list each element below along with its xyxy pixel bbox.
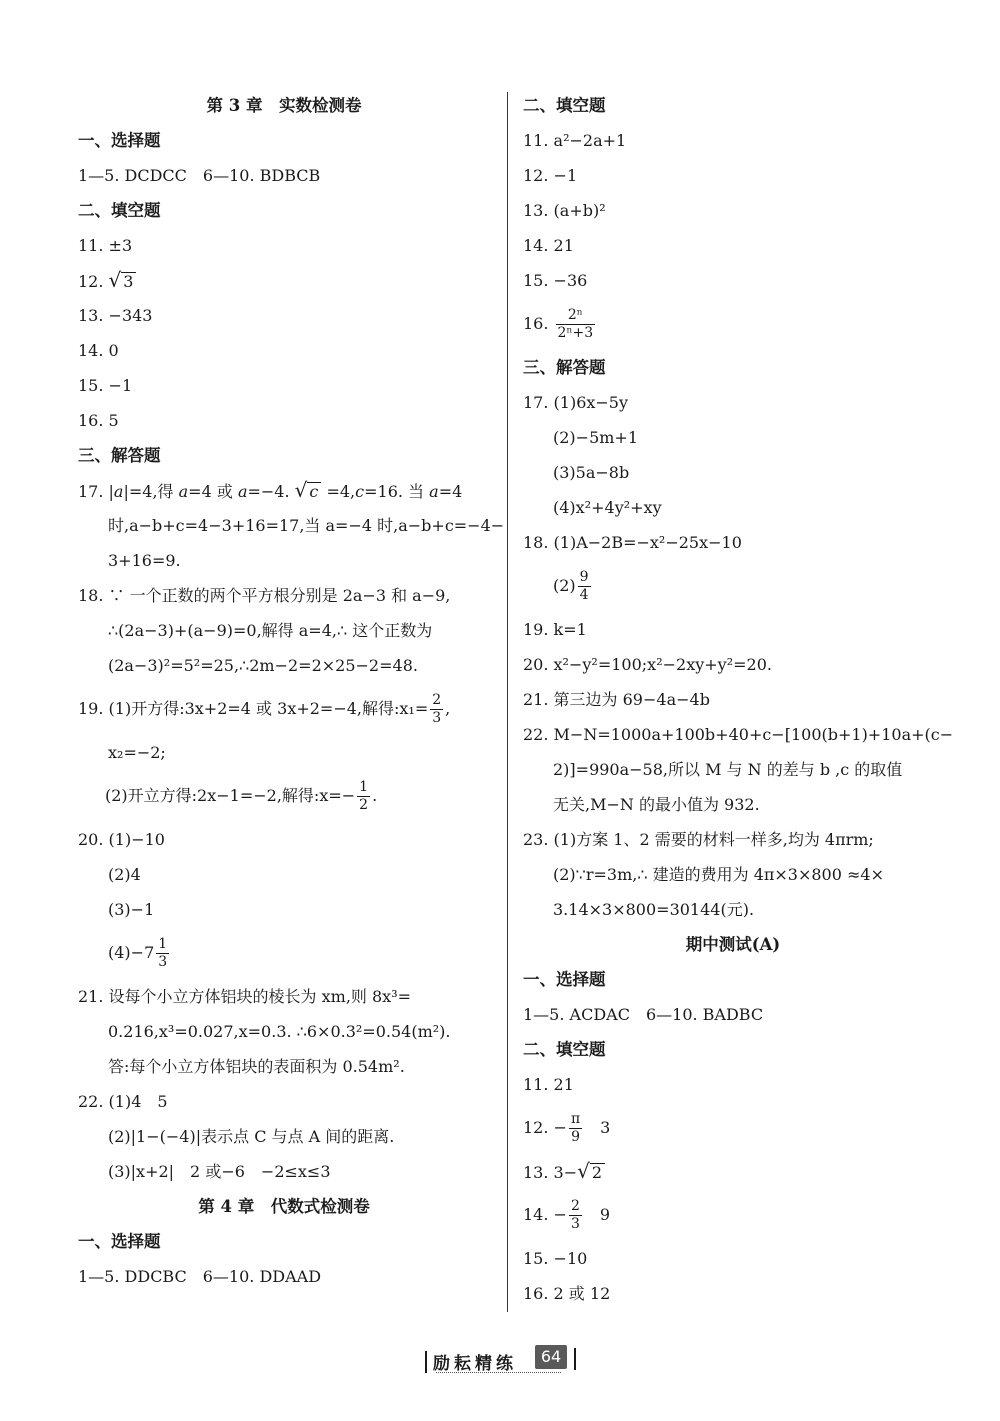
answer-20-1: 20. (1)−10 bbox=[78, 830, 165, 849]
answer-r22-line1: 22. M−N=1000a+100b+40+c−[100(b+1)+10a+(c− bbox=[523, 725, 954, 744]
sqrt-symbol: √ bbox=[108, 268, 122, 292]
answer-20-2: (2)4 bbox=[108, 865, 141, 884]
answer-r12: 12. −1 bbox=[523, 166, 578, 185]
answer-17-line2: 时,a−b+c=4−3+16=17,当 a=−4 时,a−b+c=−4− bbox=[108, 516, 505, 535]
midterm-title: 期中测试(A) bbox=[685, 935, 781, 954]
answer-21-line3: 答:每个小立方体铝块的表面积为 0.54m². bbox=[108, 1057, 405, 1076]
answer-r21: 21. 第三边为 69−4a−4b bbox=[523, 690, 710, 709]
answer-r20: 20. x²−y²=100;x²−2xy+y²=20. bbox=[523, 655, 772, 674]
section-fill-blank-mid: 二、填空题 bbox=[523, 1040, 606, 1059]
answer-m12: 12. − $\frac{\pi}{9}$ 3 bbox=[523, 1111, 611, 1145]
answer-m11: 11. 21 bbox=[523, 1075, 574, 1094]
answer-m16: 16. 2 或 12 bbox=[523, 1284, 611, 1303]
answer-r15: 15. −36 bbox=[523, 271, 588, 290]
answer-r19: 19. k=1 bbox=[523, 620, 587, 639]
answer-22-1: 22. (1)4 5 bbox=[78, 1092, 168, 1111]
sqrt-symbol: √ bbox=[294, 478, 308, 502]
fraction: $\frac{2}{3}$ bbox=[570, 1198, 580, 1232]
section-solutions-ch4: 三、解答题 bbox=[523, 358, 606, 377]
answer-mc-mid: 1—5. ACDAC 6—10. BADBC bbox=[523, 1005, 764, 1024]
answer-22-3: (3)|x+2| 2 或−6 −2≤x≤3 bbox=[108, 1162, 331, 1181]
footer-bar bbox=[574, 1348, 576, 1370]
answer-21-line1: 21. 设每个小立方体铝块的棱长为 xm,则 8x³= bbox=[78, 987, 412, 1006]
section-multiple-choice-mid: 一、选择题 bbox=[523, 970, 606, 989]
answer-r22-line3: 无关,M−N 的最小值为 932. bbox=[553, 795, 760, 814]
page-number: 64 bbox=[535, 1345, 567, 1369]
answer-19-line2: x₂=−2; bbox=[108, 743, 166, 762]
fraction: $\frac{1}{3}$ bbox=[158, 936, 168, 970]
answer-r22-line2: 2)]=990a−58,所以 M 与 N 的差与 b ,c 的取值 bbox=[553, 760, 903, 779]
sqrt-symbol: √ bbox=[577, 1159, 590, 1183]
fraction: $\frac{\pi}{9}$ bbox=[570, 1111, 581, 1145]
section-fill-blank: 二、填空题 bbox=[78, 201, 161, 220]
answer-17-line1: 17. |a|=4,得 a=4 或 a=−4. √ c =4,c=16. 当 a=4 bbox=[78, 478, 463, 502]
answer-19-line1: 19. (1)开方得:3x+2=4 或 3x+2=−4,解得:x₁= $\frac{2}{3}$ , bbox=[78, 692, 451, 726]
left-column bbox=[78, 88, 505, 1294]
answer-r17-4: (4)x²+4y²+xy bbox=[553, 498, 662, 517]
answer-13: 13. −343 bbox=[78, 306, 153, 325]
answer-18-line3: (2a−3)²=5²=25,∴2m−2=2×25−2=48. bbox=[108, 656, 418, 675]
answer-r17-2: (2)−5m+1 bbox=[553, 428, 639, 447]
answer-r14: 14. 21 bbox=[523, 236, 574, 255]
page-footer bbox=[0, 1340, 1000, 1380]
section-multiple-choice-ch4: 一、选择题 bbox=[78, 1232, 161, 1251]
answer-r13: 13. (a+b)² bbox=[523, 201, 606, 220]
answer-15: 15. −1 bbox=[78, 376, 133, 395]
answer-r18-2: (2) $\frac{9}{4}$ bbox=[553, 569, 589, 603]
answer-18-line1: 18. ∵ 一个正数的两个平方根分别是 2a−3 和 a−9, bbox=[78, 586, 451, 605]
answer-18-line2: ∴(2a−3)+(a−9)=0,解得 a=4,∴ 这个正数为 bbox=[108, 621, 433, 640]
answer-mc-ch4: 1—5. DDCBC 6—10. DDAAD bbox=[78, 1267, 322, 1286]
answer-r23-line2: (2)∵r=3m,∴ 建造的费用为 4π×3×800 ≈4× bbox=[553, 865, 884, 884]
answer-22-2: (2)|1−(−4)|表示点 C 与点 A 间的距离. bbox=[108, 1127, 395, 1146]
answer-16: 16. 5 bbox=[78, 411, 119, 430]
section-solutions: 三、解答题 bbox=[78, 446, 161, 465]
answer-20-3: (3)−1 bbox=[108, 900, 155, 919]
answer-17-line3: 3+16=9. bbox=[108, 551, 181, 570]
answer-m13: 13. 3−√ 2 bbox=[523, 1154, 943, 1189]
right-column bbox=[523, 88, 954, 1311]
answer-19-part2: (2)开立方得:2x−1=−2,解得:x=− $\frac{1}{2}$ . bbox=[105, 779, 378, 813]
fraction: $\frac{9}{4}$ bbox=[579, 569, 589, 603]
answer-r17-3: (3)5a−8b bbox=[553, 463, 630, 482]
answer-r23-line1: 23. (1)方案 1、2 需要的材料一样多,均为 4πrm; bbox=[523, 830, 874, 849]
answer-21-line2: 0.216,x³=0.027,x=0.3. ∴6×0.3²=0.54(m²). bbox=[108, 1022, 451, 1041]
footer-dotted-rule bbox=[436, 1372, 561, 1373]
fraction: $\frac{2}{3}$ bbox=[432, 692, 442, 726]
answer-11: 11. ±3 bbox=[78, 236, 133, 255]
answer-r18-1: 18. (1)A−2B=−x²−25x−10 bbox=[523, 533, 742, 552]
answer-r16: 16. $\frac{\text{2ⁿ}}{\text{2ⁿ+3}}$ bbox=[523, 307, 594, 341]
answer-r23-line3: 3.14×3×800=30144(元). bbox=[553, 900, 755, 919]
section-multiple-choice: 一、选择题 bbox=[78, 131, 161, 150]
answer-m14: 14. − $\frac{2}{3}$ 9 bbox=[523, 1198, 611, 1232]
column-divider bbox=[507, 92, 508, 1312]
answer-mc: 1—5. DCDCC 6—10. BDBCB bbox=[78, 166, 321, 185]
answer-20-4: (4)−7 $\frac{1}{3}$ bbox=[108, 936, 168, 970]
chapter-3-title: 第 3 章 实数检测卷 bbox=[206, 96, 362, 115]
section-fill-blank-ch4: 二、填空题 bbox=[523, 96, 606, 115]
answer-14: 14. 0 bbox=[78, 341, 119, 360]
brand-logo-text: 励耘精练 bbox=[433, 1349, 517, 1374]
answer-12: 12. √ 3 bbox=[78, 263, 490, 298]
fraction: $\frac{\text{2ⁿ}}{\text{2ⁿ+3}}$ bbox=[557, 307, 594, 341]
answer-r11: 11. a²−2a+1 bbox=[523, 131, 627, 150]
chapter-4-title: 第 4 章 代数式检测卷 bbox=[198, 1197, 370, 1216]
fraction: $\frac{1}{2}$ bbox=[359, 779, 369, 813]
answer-m15: 15. −10 bbox=[523, 1249, 588, 1268]
answer-r17-1: 17. (1)6x−5y bbox=[523, 393, 629, 412]
